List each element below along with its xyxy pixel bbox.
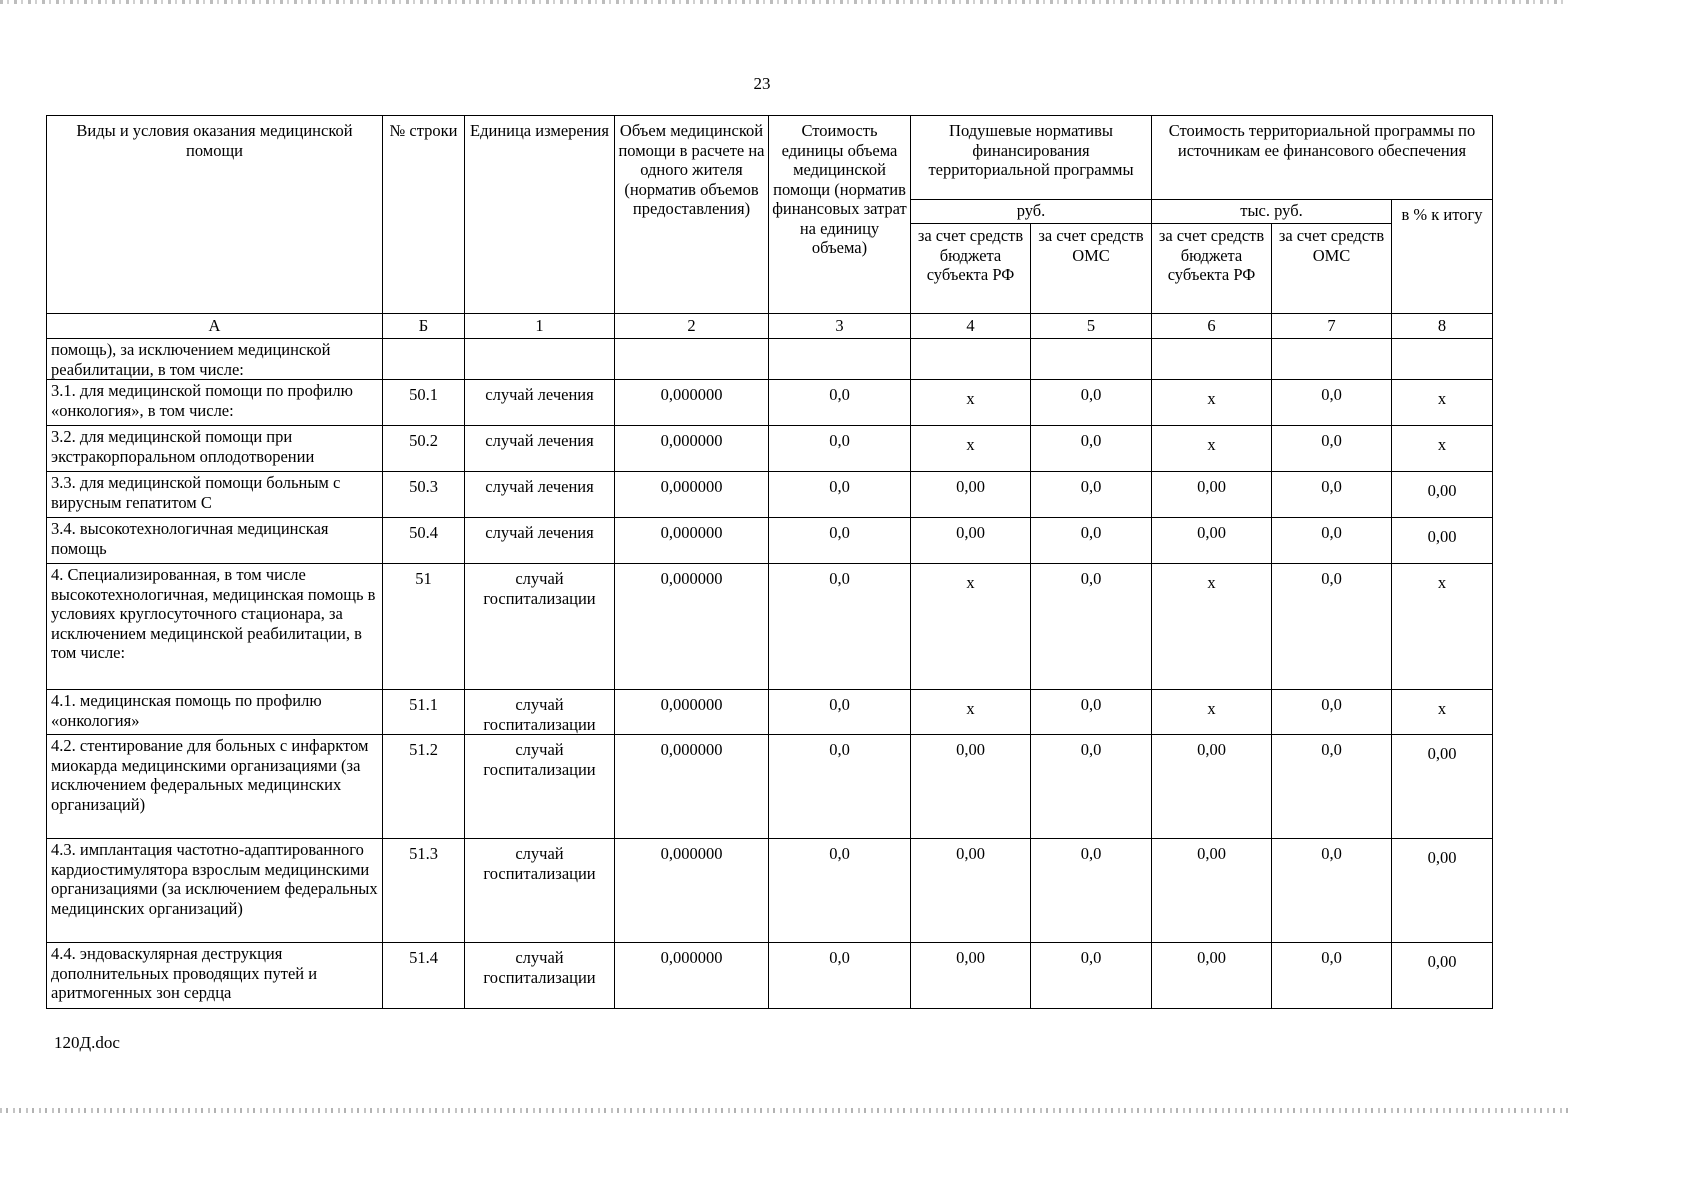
row-col-7: 0,0 <box>1272 735 1392 839</box>
row-col-7: 0,0 <box>1272 690 1392 735</box>
row-name: 4. Специализированная, в том числе высокотехнологичная, медицинская помощь в условиях круглосуточного стационара, за исключением медицинской реабилитации, в том числе: <box>47 564 383 690</box>
row-col-4: x <box>911 380 1031 426</box>
row-col-8: x <box>1392 426 1493 472</box>
row-volume: 0,000000 <box>615 518 769 564</box>
row-code: 50.1 <box>383 380 465 426</box>
row-col-7: 0,0 <box>1272 380 1392 426</box>
row-col-5: 0,0 <box>1031 518 1152 564</box>
row-col-8: x <box>1392 380 1493 426</box>
column-index: Б <box>383 314 465 339</box>
document-filename: 120Д.doc <box>54 1033 120 1052</box>
row-volume: 0,000000 <box>615 380 769 426</box>
table-row <box>47 735 1493 839</box>
row-col-4: 0,00 <box>911 472 1031 518</box>
row-col-4: x <box>911 426 1031 472</box>
header-group-per-capita: Подушевые нормативы финансирования территориальной программы <box>911 116 1152 200</box>
row-col-7 <box>1272 339 1392 380</box>
row-unit: случай госпитализации <box>465 564 615 690</box>
row-code: 51.4 <box>383 943 465 1009</box>
row-unit: случай госпитализации <box>465 735 615 839</box>
table-row <box>47 380 1493 426</box>
row-name: 4.4. эндоваскулярная деструкция дополнительных проводящих путей и аритмогенных зон сердца <box>47 943 383 1009</box>
row-col-8 <box>1392 339 1493 380</box>
column-index: 5 <box>1031 314 1152 339</box>
row-code: 51.3 <box>383 839 465 943</box>
row-name: 3.1. для медицинской помощи по профилю «онкология», в том числе: <box>47 380 383 426</box>
row-col-4: x <box>911 690 1031 735</box>
row-col-5: 0,0 <box>1031 943 1152 1009</box>
header-budget-6: за счет средств бюджета субъекта РФ <box>1152 224 1272 314</box>
row-volume: 0,000000 <box>615 735 769 839</box>
header-oms-7: за счет средств ОМС <box>1272 224 1392 314</box>
row-col-6: 0,00 <box>1152 472 1272 518</box>
row-col-7: 0,0 <box>1272 426 1392 472</box>
row-code: 50.3 <box>383 472 465 518</box>
row-name: 3.3. для медицинской помощи больным с вирусным гепатитом С <box>47 472 383 518</box>
page-number: 23 <box>753 74 771 93</box>
column-index-row <box>47 314 1493 339</box>
row-col-7: 0,0 <box>1272 518 1392 564</box>
row-cost: 0,0 <box>769 426 911 472</box>
row-col-5: 0,0 <box>1031 690 1152 735</box>
row-name: 3.4. высокотехнологичная медицинская помощь <box>47 518 383 564</box>
row-cost <box>769 339 911 380</box>
row-col-6 <box>1152 339 1272 380</box>
scan-top-edge <box>0 0 1568 4</box>
row-code: 50.2 <box>383 426 465 472</box>
table-row <box>47 472 1493 518</box>
row-col-6: x <box>1152 380 1272 426</box>
row-code: 51 <box>383 564 465 690</box>
header-percent-total: в % к итогу <box>1392 200 1493 314</box>
row-col-5: 0,0 <box>1031 380 1152 426</box>
row-volume: 0,000000 <box>615 426 769 472</box>
row-volume: 0,000000 <box>615 943 769 1009</box>
scan-bottom-edge <box>0 1108 1568 1113</box>
row-code: 51.1 <box>383 690 465 735</box>
row-cost: 0,0 <box>769 518 911 564</box>
row-unit: случай лечения <box>465 380 615 426</box>
column-index: А <box>47 314 383 339</box>
header-col-2: Объем медицинской помощи в расчете на одного жителя (норматив объемов предоставления) <box>615 116 769 314</box>
row-col-5: 0,0 <box>1031 735 1152 839</box>
row-unit <box>465 339 615 380</box>
table-row <box>47 518 1493 564</box>
row-cost: 0,0 <box>769 564 911 690</box>
row-cost: 0,0 <box>769 735 911 839</box>
row-col-7: 0,0 <box>1272 564 1392 690</box>
header-group-cost: Стоимость территориальной программы по источникам ее финансового обеспечения <box>1152 116 1493 200</box>
row-col-8: 0,00 <box>1392 472 1493 518</box>
row-col-8: 0,00 <box>1392 839 1493 943</box>
row-cost: 0,0 <box>769 472 911 518</box>
row-col-6: x <box>1152 690 1272 735</box>
header-budget-4: за счет средств бюджета субъекта РФ <box>911 224 1031 314</box>
header-col-1: Единица измерения <box>465 116 615 314</box>
row-col-4 <box>911 339 1031 380</box>
row-col-4: x <box>911 564 1031 690</box>
header-oms-5: за счет средств ОМС <box>1031 224 1152 314</box>
row-unit: случай лечения <box>465 472 615 518</box>
row-unit: случай лечения <box>465 426 615 472</box>
header-thousand-rub: тыс. руб. <box>1152 200 1392 224</box>
row-col-7: 0,0 <box>1272 943 1392 1009</box>
row-col-7: 0,0 <box>1272 472 1392 518</box>
row-code: 50.4 <box>383 518 465 564</box>
row-name: 4.2. стентирование для больных с инфарктом миокарда медицинскими организациями (за исключением федеральных медицинских организаций) <box>47 735 383 839</box>
row-col-5: 0,0 <box>1031 426 1152 472</box>
row-volume: 0,000000 <box>615 690 769 735</box>
row-col-5: 0,0 <box>1031 472 1152 518</box>
header-col-3: Стоимость единицы объема медицинской помощи (норматив финансовых затрат на единицу объема) <box>769 116 911 314</box>
header-col-b: № строки <box>383 116 465 314</box>
column-index: 4 <box>911 314 1031 339</box>
header-col-a: Виды и условия оказания медицинской помощи <box>47 116 383 314</box>
table-row <box>47 339 1493 380</box>
row-code: 51.2 <box>383 735 465 839</box>
row-volume <box>615 339 769 380</box>
row-code <box>383 339 465 380</box>
row-col-6: 0,00 <box>1152 518 1272 564</box>
row-col-6: x <box>1152 564 1272 690</box>
column-index: 8 <box>1392 314 1493 339</box>
row-col-8: 0,00 <box>1392 735 1493 839</box>
row-unit: случай госпитализации <box>465 943 615 1009</box>
row-col-6: 0,00 <box>1152 735 1272 839</box>
row-volume: 0,000000 <box>615 839 769 943</box>
row-cost: 0,0 <box>769 943 911 1009</box>
row-col-6: 0,00 <box>1152 839 1272 943</box>
row-col-5: 0,0 <box>1031 564 1152 690</box>
row-col-8: 0,00 <box>1392 943 1493 1009</box>
column-index: 2 <box>615 314 769 339</box>
row-col-4: 0,00 <box>911 735 1031 839</box>
column-index: 1 <box>465 314 615 339</box>
financing-table <box>46 115 1493 1009</box>
row-unit: случай лечения <box>465 518 615 564</box>
row-col-8: x <box>1392 690 1493 735</box>
row-cost: 0,0 <box>769 380 911 426</box>
header-rub: руб. <box>911 200 1152 224</box>
row-unit: случай госпитализации <box>465 690 615 735</box>
row-name: 4.3. имплантация частотно-адаптированного кардиостимулятора взрослым медицинскими организациями (за исключением федеральных медицинских организаций) <box>47 839 383 943</box>
table-row <box>47 839 1493 943</box>
row-volume: 0,000000 <box>615 472 769 518</box>
column-index: 6 <box>1152 314 1272 339</box>
row-col-7: 0,0 <box>1272 839 1392 943</box>
table-row <box>47 943 1493 1009</box>
row-cost: 0,0 <box>769 839 911 943</box>
row-name: 3.2. для медицинской помощи при экстракорпоральном оплодотворении <box>47 426 383 472</box>
row-name: 4.1. медицинская помощь по профилю «онкология» <box>47 690 383 735</box>
row-volume: 0,000000 <box>615 564 769 690</box>
row-col-6: x <box>1152 426 1272 472</box>
row-col-4: 0,00 <box>911 518 1031 564</box>
column-index: 7 <box>1272 314 1392 339</box>
row-col-4: 0,00 <box>911 839 1031 943</box>
row-name: помощь), за исключением медицинской реабилитации, в том числе: <box>47 339 383 380</box>
column-index: 3 <box>769 314 911 339</box>
row-col-6: 0,00 <box>1152 943 1272 1009</box>
row-col-8: x <box>1392 564 1493 690</box>
row-col-8: 0,00 <box>1392 518 1493 564</box>
row-col-4: 0,00 <box>911 943 1031 1009</box>
row-col-5: 0,0 <box>1031 839 1152 943</box>
row-cost: 0,0 <box>769 690 911 735</box>
table-row <box>47 690 1493 735</box>
table-row <box>47 564 1493 690</box>
table-row <box>47 426 1493 472</box>
row-unit: случай госпитализации <box>465 839 615 943</box>
row-col-5 <box>1031 339 1152 380</box>
